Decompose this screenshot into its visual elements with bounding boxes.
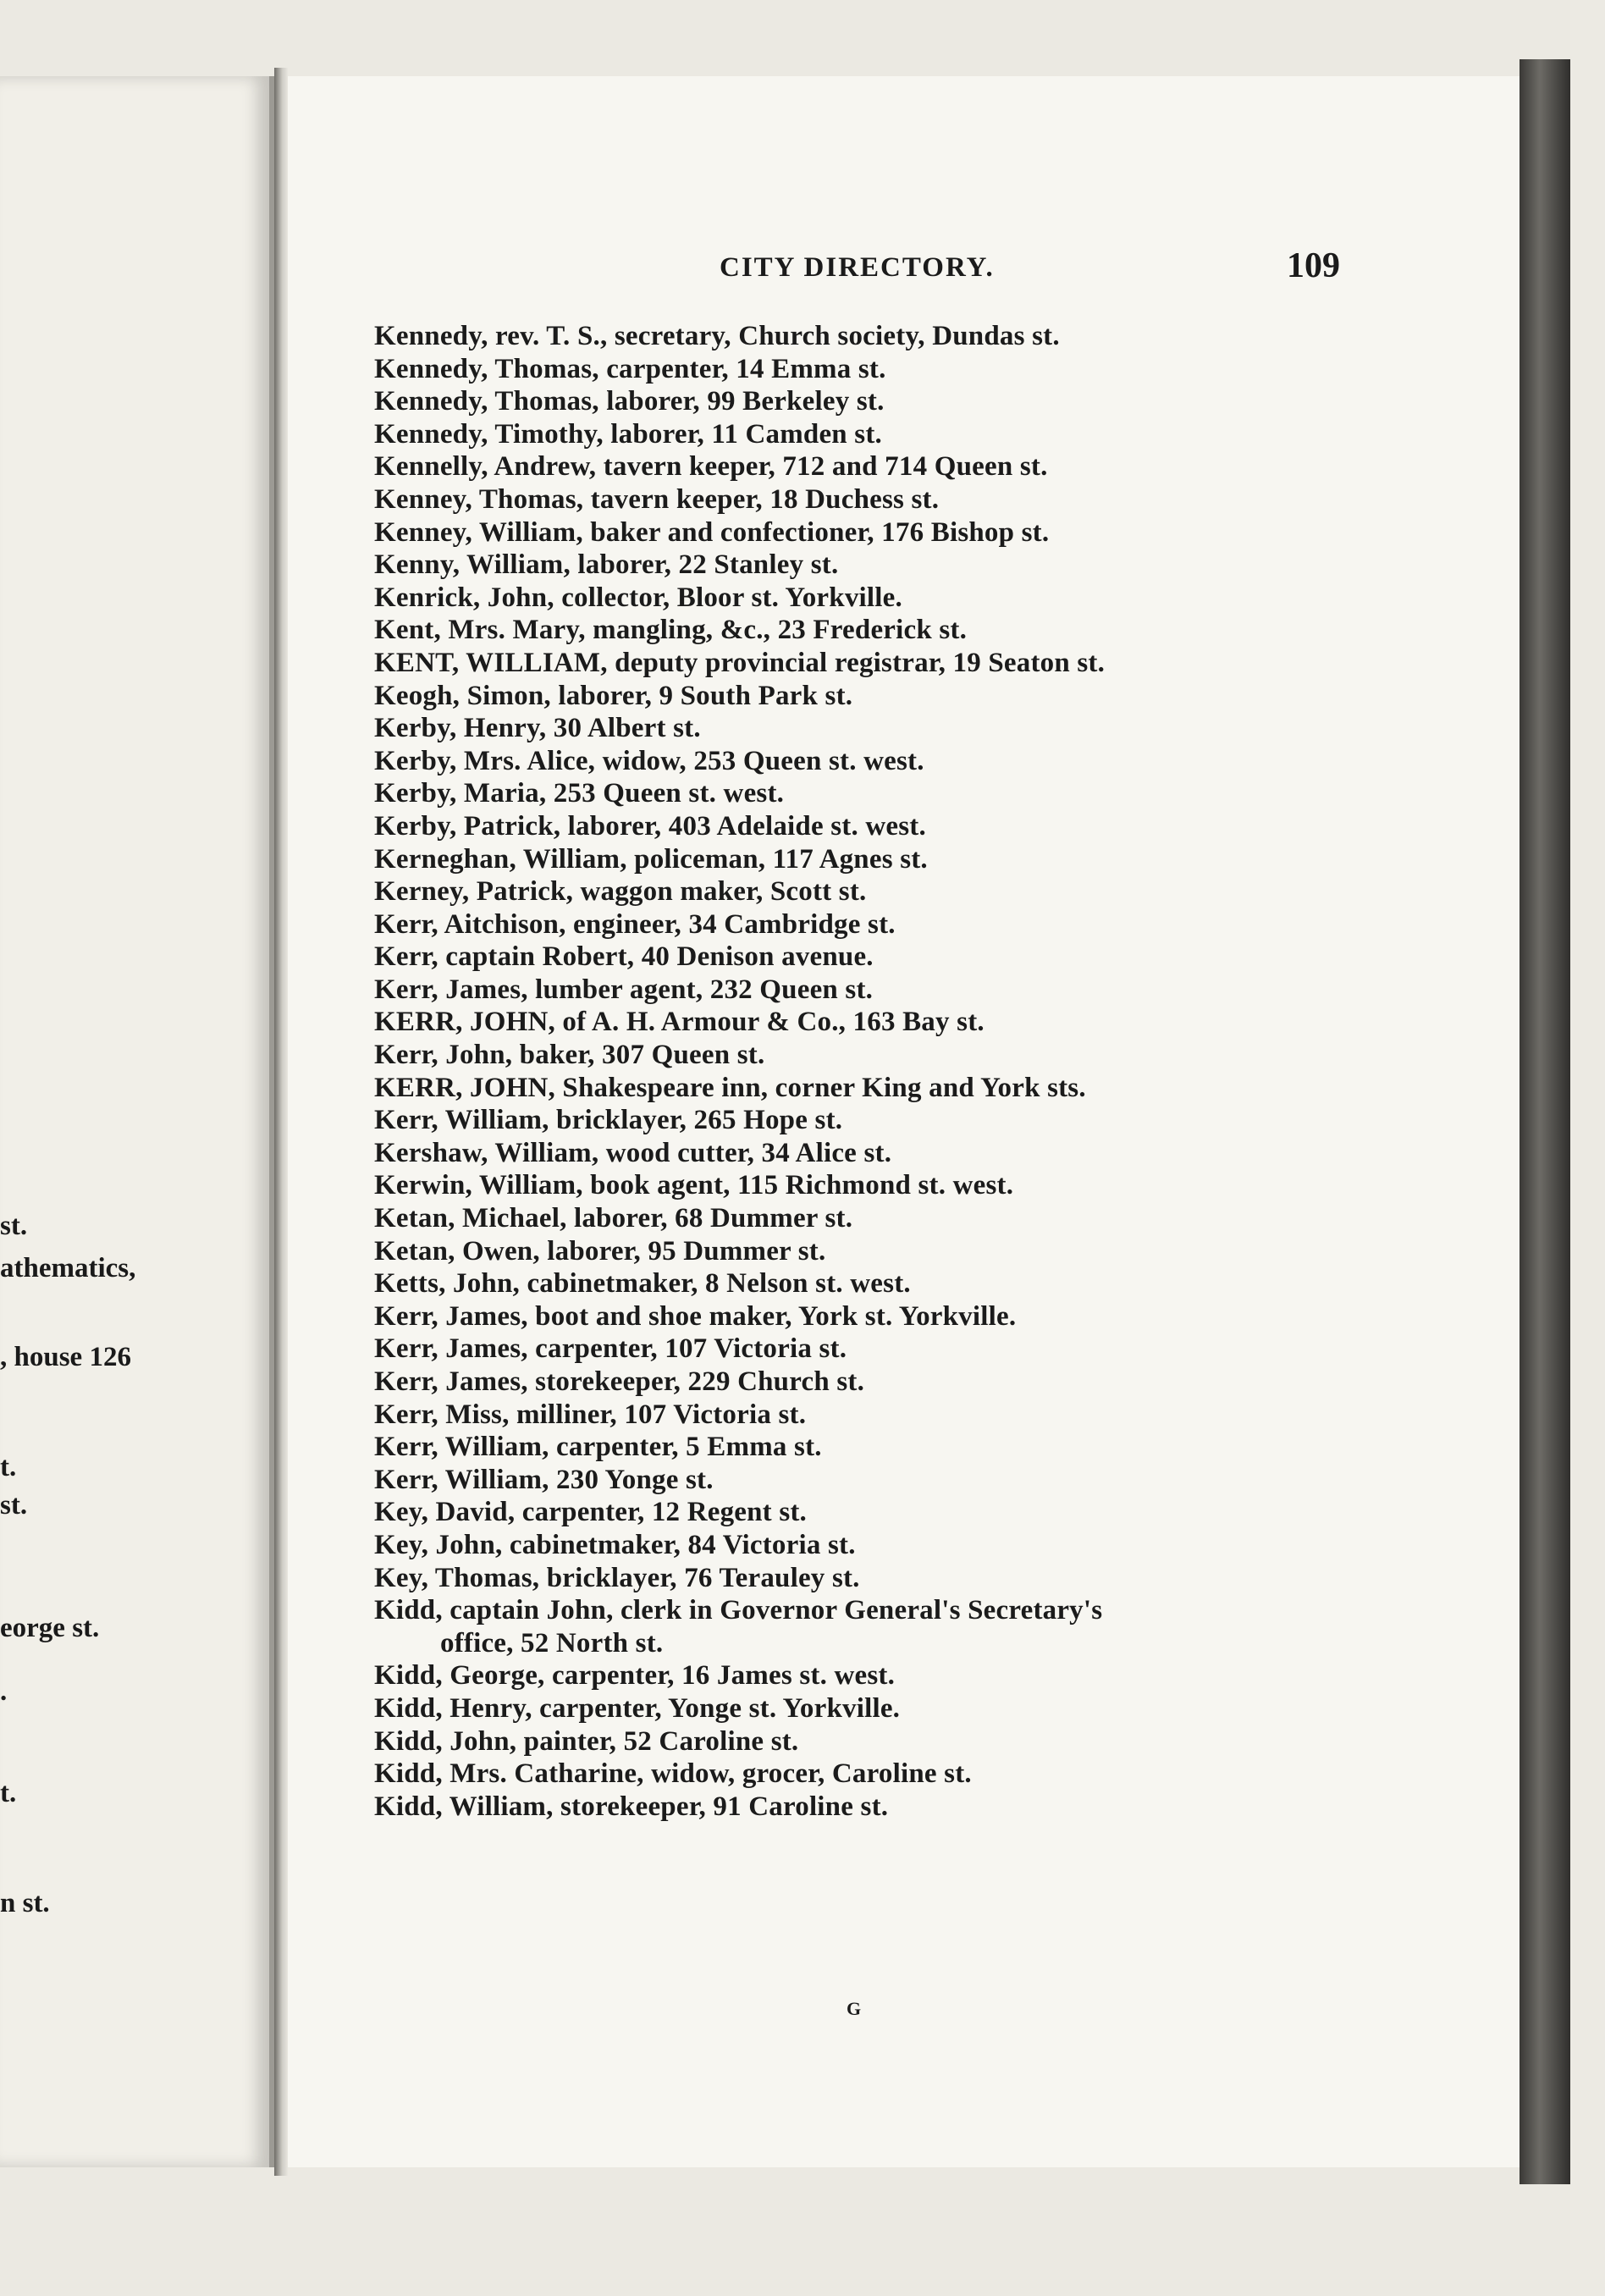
directory-entry: Kenny, William, laborer, 22 Stanley st. (374, 549, 839, 581)
facing-page-fragment: t. (0, 1778, 17, 1808)
signature-mark: G (847, 1998, 862, 2019)
directory-entry: Kidd, George, carpenter, 16 James st. west. (374, 1660, 896, 1692)
page-edge (1520, 59, 1570, 2184)
directory-entry-continuation: office, 52 North st. (440, 1627, 664, 1659)
directory-entry: Kershaw, William, wood cutter, 34 Alice st. (374, 1137, 892, 1168)
directory-entry: Kennelly, Andrew, tavern keeper, 712 and 714 Queen st. (374, 451, 1048, 483)
directory-entry: Kerr, James, lumber agent, 232 Queen st. (374, 974, 874, 1005)
directory-entry: Keogh, Simon, laborer, 9 South Park st. (374, 680, 853, 711)
directory-entry: Kidd, William, storekeeper, 91 Caroline st. (374, 1791, 889, 1822)
directory-entry: Kerneghan, William, policeman, 117 Agnes st. (374, 843, 928, 875)
facing-page-fragment: . (0, 1676, 8, 1707)
directory-entry: Kerney, Patrick, waggon maker, Scott st. (374, 876, 867, 908)
facing-page-fragment: , house 126 (0, 1342, 131, 1372)
directory-entry: Ketan, Michael, laborer, 68 Dummer st. (374, 1203, 853, 1234)
running-head: CITY DIRECTORY. (720, 252, 995, 283)
directory-entry: Kerwin, William, book agent, 115 Richmond st. west. (374, 1170, 1014, 1201)
directory-entry: Kerby, Patrick, laborer, 403 Adelaide st. west. (374, 810, 926, 842)
facing-page-fragment: st. (0, 1490, 28, 1521)
directory-entry: Kerr, captain Robert, 40 Denison avenue. (374, 941, 874, 973)
directory-entry: Kerby, Henry, 30 Albert st. (374, 713, 701, 744)
directory-entry: Kerr, Miss, milliner, 107 Victoria st. (374, 1399, 807, 1430)
directory-entry: Kerr, John, baker, 307 Queen st. (374, 1040, 765, 1071)
directory-entry: Kent, Mrs. Mary, mangling, &c., 23 Frederick st. (374, 615, 968, 646)
directory-entry: KERR, JOHN, of A. H. Armour & Co., 163 Bay st. (374, 1007, 985, 1038)
facing-page-fragment: eorge st. (0, 1613, 100, 1643)
page-number: 109 (1287, 246, 1340, 285)
directory-entry: Kerr, James, boot and shoe maker, York st. Yorkville. (374, 1300, 1017, 1332)
directory-entry: Ketts, John, cabinetmaker, 8 Nelson st. west. (374, 1268, 911, 1300)
directory-entry: Kenrick, John, collector, Bloor st. Yorkville. (374, 582, 902, 613)
directory-entry: Kidd, captain John, clerk in Governor General's Secretary's (374, 1595, 1103, 1626)
directory-entry: KENT, WILLIAM, deputy provincial registrar, 19 Seaton st. (374, 647, 1106, 678)
facing-page-fragment: st. (0, 1211, 28, 1241)
directory-entry: Kerr, William, 230 Yonge st. (374, 1464, 714, 1495)
facing-page-fragment: t. (0, 1452, 17, 1482)
directory-entry: Ketan, Owen, laborer, 95 Dummer st. (374, 1235, 826, 1267)
directory-entry: Kidd, Mrs. Catharine, widow, grocer, Caroline st. (374, 1758, 972, 1790)
directory-entry: Key, John, cabinetmaker, 84 Victoria st. (374, 1529, 856, 1560)
directory-entry: Kennedy, Thomas, laborer, 99 Berkeley st. (374, 386, 885, 417)
directory-entry: Kennedy, rev. T. S., secretary, Church society, Dundas st. (374, 321, 1060, 351)
directory-entry: Kerr, James, storekeeper, 229 Church st. (374, 1366, 865, 1397)
directory-entry: Kerby, Maria, 253 Queen st. west. (374, 778, 785, 809)
directory-entry: Kennedy, Timothy, laborer, 11 Camden st. (374, 418, 882, 450)
directory-entry: Kidd, Henry, carpenter, Yonge st. Yorkville. (374, 1692, 901, 1724)
directory-entry: KERR, JOHN, Shakespeare inn, corner King and York sts. (374, 1072, 1086, 1103)
page-header (288, 246, 1354, 288)
directory-entry: Key, David, carpenter, 12 Regent st. (374, 1497, 807, 1528)
directory-entry: Kennedy, Thomas, carpenter, 14 Emma st. (374, 353, 886, 384)
facing-page-fragment: n st. (0, 1888, 50, 1918)
directory-entry: Kerr, Aitchison, engineer, 34 Cambridge st. (374, 908, 896, 940)
directory-entry: Kenney, William, baker and confectioner, 176 Bishop st. (374, 516, 1050, 548)
directory-entries (374, 320, 1348, 1823)
book-gutter (274, 68, 288, 2176)
directory-entry: Key, Thomas, bricklayer, 76 Terauley st. (374, 1562, 860, 1593)
facing-page-fragment: athematics, (0, 1253, 136, 1283)
directory-entry: Kerby, Mrs. Alice, widow, 253 Queen st. west. (374, 745, 924, 776)
directory-entry: Kidd, John, painter, 52 Caroline st. (374, 1725, 799, 1757)
directory-entry: Kerr, James, carpenter, 107 Victoria st. (374, 1333, 847, 1365)
directory-entry: Kenney, Thomas, tavern keeper, 18 Duchess st. (374, 483, 940, 515)
directory-entry: Kerr, William, bricklayer, 265 Hope st. (374, 1105, 843, 1136)
scan-margin (1570, 0, 1605, 2296)
directory-entry: Kerr, William, carpenter, 5 Emma st. (374, 1432, 822, 1463)
facing-page (0, 76, 274, 2167)
